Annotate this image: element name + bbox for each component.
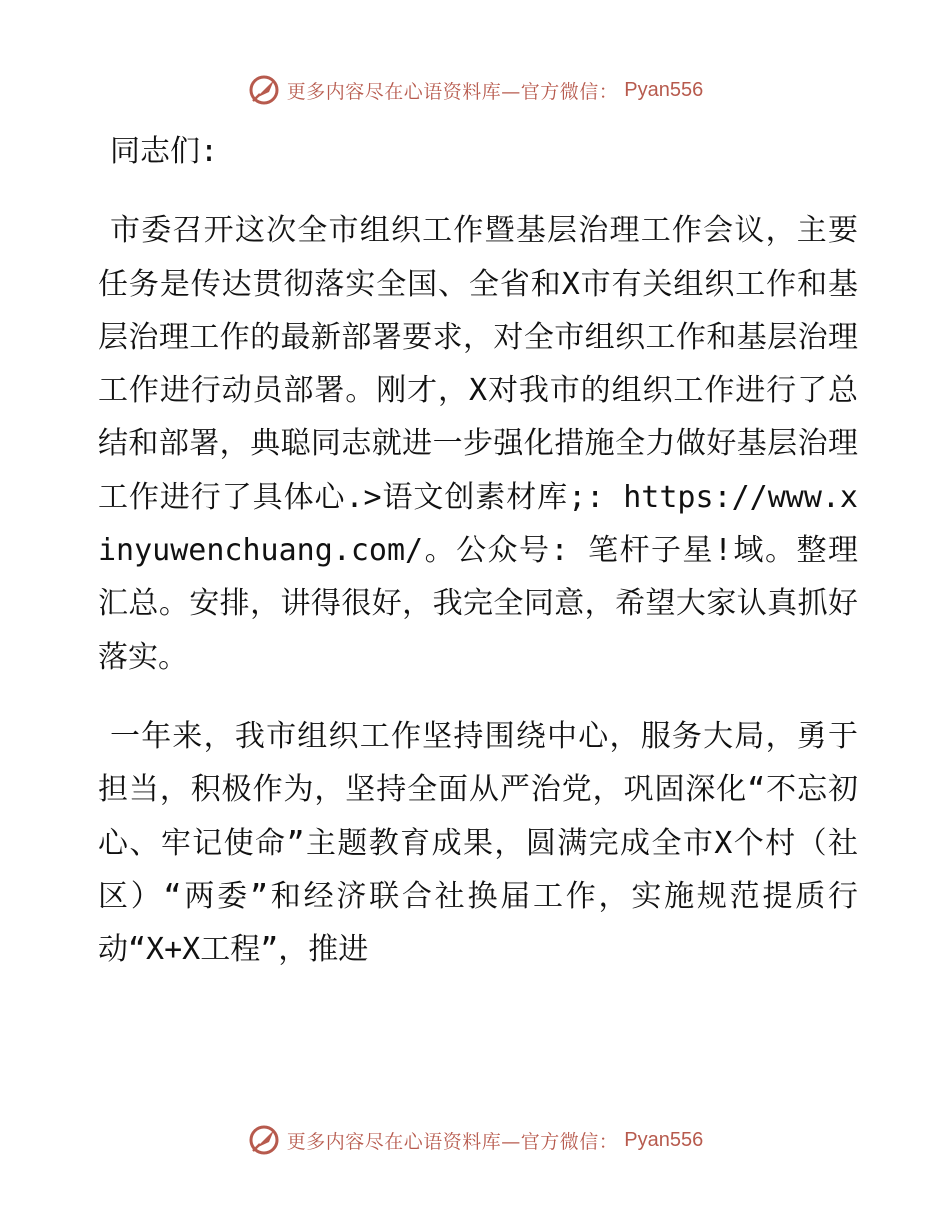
watermark-id: Pyan556 xyxy=(624,1128,704,1151)
watermark-text: 更多内容尽在心语资料库—官方微信： xyxy=(286,1130,619,1153)
quill-logo-icon xyxy=(247,73,281,107)
paragraph-2: 一年来，我市组织工作坚持围绕中心，服务大局，勇于担当，积极作为，坚持全面从严治党，巩固深化“不忘初心、牢记使命”主题教育成果，圆满完成全市X个村（社区）“两委”和经济联合社换届工作，实施规范提质行动“X+X工程”，推进 xyxy=(98,718,858,968)
watermark-text: 更多内容尽在心语资料库—官方微信： xyxy=(286,80,619,103)
watermark-footer xyxy=(0,1120,950,1160)
quill-logo-icon xyxy=(247,1123,281,1157)
watermark-id: Pyan556 xyxy=(624,78,704,101)
salutation: 同志们: xyxy=(110,134,219,169)
watermark-header xyxy=(0,70,950,110)
paragraph-1: 市委召开这次全市组织工作暨基层治理工作会议，主要任务是传达贯彻落实全国、全省和X市有关组织工作和基层治理工作的最新部署要求，对全市组织工作和基层治理工作进行动员部署。刚才，X对我市的组织工作进行了总结和部署，典聪同志就进一步强化措施全力做好基层治理工作进行了具体心.>语文创素材库;: https://www.xinyuwenchuang.com/。公众号: 笔杆子星!域。整理汇总。安排，讲得很好，我完全同意，希望大家认真抓好落实。 xyxy=(98,213,858,675)
document-body xyxy=(98,125,858,1002)
